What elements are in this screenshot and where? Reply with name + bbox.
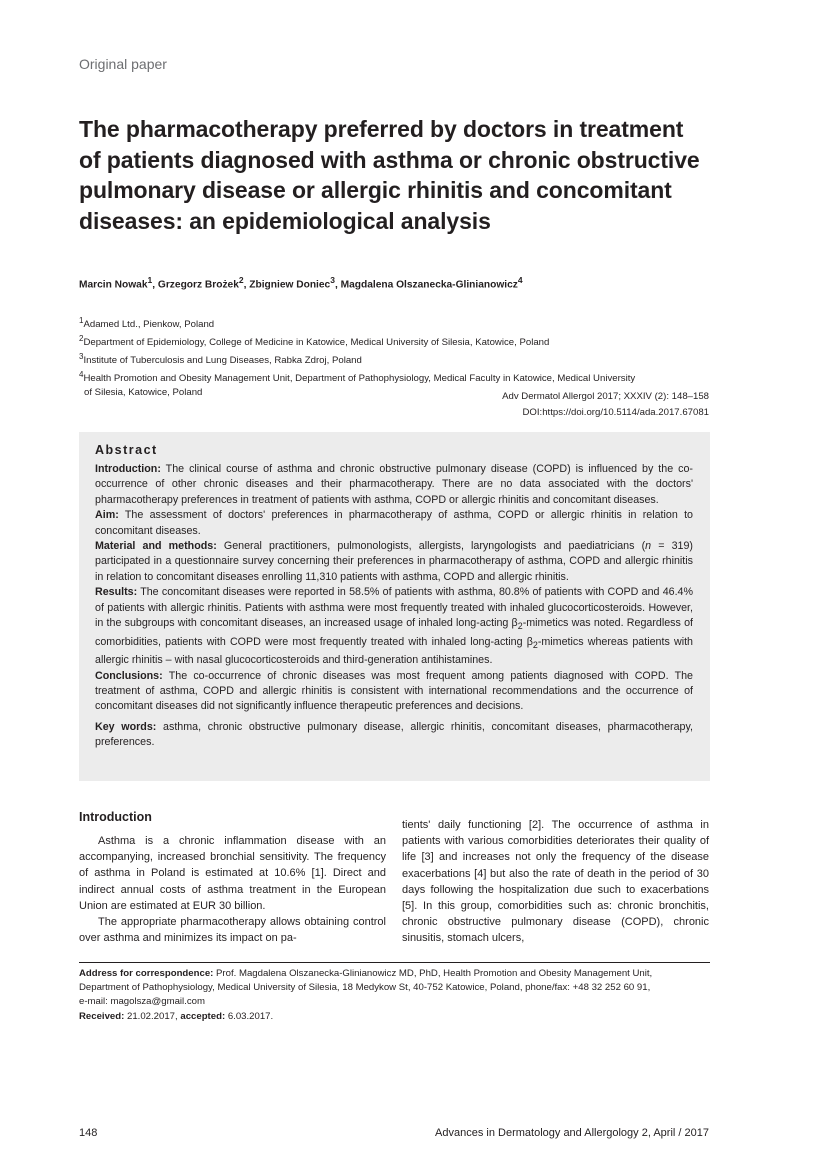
author-name: Magdalena Olszanecka-Glinianowicz [340,279,518,291]
correspondence-label: Address for correspondence: [79,968,214,979]
dates-line [79,1010,710,1024]
affiliation-text: Institute of Tuberculosis and Lung Diseases, Rabka Zdroj, Poland [83,354,362,366]
abstract-methods [95,539,693,585]
affiliation-line [79,332,719,350]
author-name: Marcin Nowak [79,279,148,291]
affiliation-text: Adamed Ltd., Pienkow, Poland [83,319,215,331]
affiliation-mark: 1 [79,316,84,325]
subscript: 2 [532,639,538,650]
author-affiliation-mark: 2 [238,275,244,285]
body-paragraph: tients' daily functioning [2]. The occurrence of asthma in patients with various comorbidities deteriorates their quality of life [3] and increases not only the frequency of the disease exacerbations [4] but also the rate of death in the period of 30 days following the hospitalization due such to exacerbations [5]. In this group, comorbidities such as: chronic bronchitis, chronic obstructive pulmonary disease (COPD), chronic sinusitis, stomach ulcers, [402,819,709,945]
affiliations [79,314,719,399]
affiliation-line: of Silesia, Katowice, Poland [84,386,203,398]
abstract-keywords [95,720,693,751]
section-label: Conclusions: [95,669,163,682]
page-number: 148 [79,1127,98,1139]
author-separator: , [334,279,341,291]
affiliation-text: Department of Epidemiology, College of Medicine in Katowice, Medical University of Silesia, Katowice, Poland [83,337,550,349]
footnote-divider [79,962,710,963]
section-text: The clinical course of asthma and chronic obstructive pulmonary disease (COPD) is influenced by the co-occurrence of other chronic diseases and their pharmacotherapy. There are no data associated with the doctors' pharmacotherapy preferences in treatment of patients with asthma, COPD or allergic rhinitis and concomitant diseases. [95,463,693,506]
author-list [79,275,523,290]
body-paragraph: Asthma is a chronic inflammation disease with an accompanying, increased bronchial sensitivity. The frequency of asthma in Poland is estimated at 10.6% [1]. Direct and indirect annual costs of asthma treatment in the European Union are estimated at EUR 30 billion. [79,835,386,912]
accepted-label: accepted: [177,1010,226,1022]
affiliation-mark: 3 [79,351,84,361]
author-affiliation-mark: 1 [147,275,153,285]
doi-link[interactable]: DOI:https://doi.org/10.5114/ada.2017.67081 [522,407,709,418]
affiliation-line [79,350,719,368]
section-text: -mimetics whereas patients with allergic rhinitis – with nasal glucocorticosteroids and third-generation antihistamines. [95,635,693,667]
author-affiliation-mark: 3 [330,275,335,285]
section-label: Material and methods: [95,540,217,553]
section-text: The concomitant diseases were reported in 58.5% of patients with asthma, 80.8% of patients with COPD and 46.4% of patients with allergic rhinitis. Patients with asthma were most frequently treated with inhaled glucocorticosteroids. However, in the subgroups with concomitant diseases, an increased usage of inhaled long-acting β [95,586,693,630]
n-symbol: n [645,540,652,553]
title-line: pulmonary disease or allergic rhinitis and concomitant [79,177,672,203]
accepted-date: 6.03.2017. [225,1010,274,1022]
author-name: Zbigniew Doniec [249,279,331,291]
article-title [79,114,719,236]
section-text: The assessment of doctors' preferences in pharmacotherapy of asthma, COPD or allergic rhinitis in relation to concomitant diseases. [95,509,693,537]
section-text: -mimetics was noted. Regardless of comorbidities, patients with COPD were most frequently treated with inhaled long-acting β [95,617,693,648]
section-label: Introduction: [95,463,161,475]
introduction-heading: Introduction [79,810,152,824]
body-column-right [402,817,709,947]
affiliation-line [79,368,719,386]
affiliation-mark: 2 [79,333,84,343]
author-separator: , [152,279,158,291]
abstract-results [95,585,693,668]
section-label: Results: [95,586,138,599]
article-type-label: Original paper [79,56,167,72]
section-text: = 319) participated in a questionnaire survey concerning their preferences in pharmacotherapy of asthma, COPD and allergic rhinitis in relation to concomitant diseases enrolling 11,310 patients with asthma, COPD and allergic rhinitis. [95,540,693,583]
author-separator: , [243,279,250,291]
section-text: General practitioners, pulmonologists, allergists, laryngologists and paediatricians ( [216,540,646,553]
title-line: The pharmacotherapy preferred by doctors in treatment [79,116,684,142]
correspondence-line [79,967,710,981]
body-column-left [79,833,386,946]
section-text: The co-occurrence of chronic diseases was most frequent among patients diagnosed with COPD. The treatment of asthma, COPD and allergic rhinitis is consistent with international recommendations and the occurrence of concomitant diseases did not significantly influence therapeutic preferences and decisions. [95,669,693,713]
abstract-introduction [95,462,693,508]
correspondence-line: Department of Pathophysiology, Medical University of Silesia, 18 Medykow St, 40-752 Katowice, Poland, phone/fax: +48 32 252 60 91, [79,982,651,994]
correspondence-text: Prof. Magdalena Olszanecka-Glinianowicz MD, PhD, Health Promotion and Obesity Management Unit, [213,968,653,979]
correspondence-email[interactable]: e-mail: magolsza@gmail.com [79,996,205,1008]
abstract-aim [95,508,693,539]
citation-info [502,389,709,421]
section-label: Key words: [95,720,157,733]
affiliation-mark: 4 [79,369,84,379]
abstract-conclusions [95,669,693,715]
journal-citation: Adv Dermatol Allergol 2017; XXXIV (2): 148–158 [502,391,709,402]
title-line: diseases: an epidemiological analysis [79,207,491,234]
abstract-heading: Abstract [95,443,158,457]
author-name: Grzegorz Brożek [157,279,239,291]
journal-footer: Advances in Dermatology and Allergology 2, April / 2017 [435,1127,709,1139]
title-line: of patients diagnosed with asthma or chronic obstructive [79,146,700,173]
section-label: Aim: [95,509,119,522]
abstract-body [95,462,693,751]
body-paragraph: The appropriate pharmacotherapy allows obtaining control over asthma and minimizes its impact on pa- [79,916,386,945]
affiliation-line [79,314,719,332]
section-text: asthma, chronic obstructive pulmonary disease, allergic rhinitis, concomitant diseases, pharmacotherapy, preferences. [95,720,693,749]
received-label: Received: [79,1010,125,1022]
received-date: 21.02.2017, [124,1010,178,1022]
author-affiliation-mark: 4 [517,275,523,285]
correspondence-block [79,967,710,1024]
affiliation-text: Health Promotion and Obesity Management Unit, Department of Pathophysiology, Medical Faculty in Katowice, Medical University [83,372,636,384]
subscript: 2 [517,621,523,632]
